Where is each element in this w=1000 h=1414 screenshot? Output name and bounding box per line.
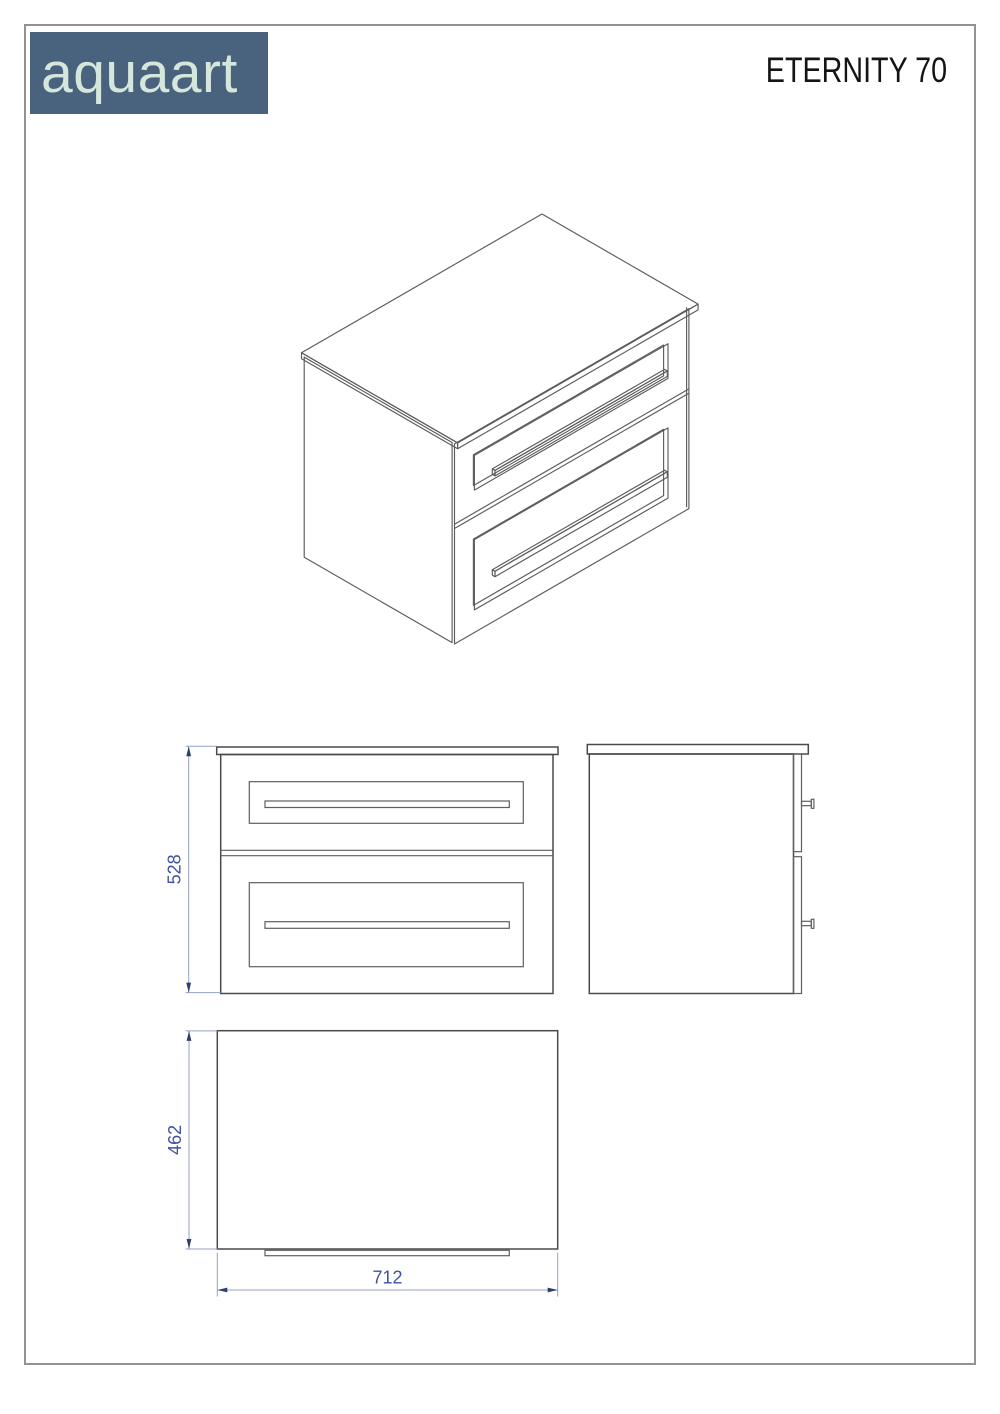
width-arrow-right	[548, 1288, 558, 1293]
top-countertop-outline	[217, 1031, 557, 1249]
side-handle1-stem	[802, 801, 812, 805]
depth-arrow-bottom	[187, 1239, 192, 1249]
height-dimension-label: 528	[164, 854, 185, 885]
logo-text: aquaart	[41, 41, 238, 105]
height-arrow-top	[186, 746, 191, 756]
iso-cabinet-side-panel	[304, 357, 452, 642]
width-dimension	[217, 1253, 557, 1297]
width-dimension-label: 712	[372, 1267, 403, 1288]
depth-dimension-label: 462	[165, 1124, 185, 1155]
front-drawer1-panel	[249, 782, 523, 824]
front-drawer1-handle	[265, 801, 509, 808]
iso-drawer1-panel-recess	[473, 345, 663, 486]
iso-drawer2-panel-outer	[474, 428, 668, 610]
depth-dimension	[165, 1031, 217, 1249]
side-handle2-stem	[802, 921, 812, 925]
front-countertop	[217, 747, 558, 755]
iso-countertop-top-face	[302, 214, 699, 443]
iso-drawer2-handle-top	[492, 470, 667, 571]
plan-view	[217, 1031, 557, 1256]
iso-drawer1-handle-top	[492, 369, 667, 470]
front-cabinet-body	[221, 755, 553, 994]
side-handle2-grip	[811, 919, 814, 928]
iso-drawer-divider-upper	[455, 389, 689, 524]
front-drawer2-handle	[265, 922, 509, 929]
height-arrow-bottom	[186, 983, 191, 993]
iso-drawer2-handle-front	[495, 472, 667, 577]
height-dimension	[165, 746, 221, 992]
side-drawer2-front	[794, 857, 802, 994]
front-elevation-view	[217, 747, 558, 994]
isometric-view	[302, 214, 699, 644]
side-drawer1-front	[794, 754, 802, 852]
depth-extension-lines	[186, 1031, 218, 1249]
height-extension-lines	[186, 746, 221, 992]
width-arrow-left	[217, 1288, 227, 1293]
top-handle-strip	[265, 1250, 509, 1255]
side-elevation-view	[587, 745, 814, 994]
iso-drawer2-handle-end	[492, 570, 495, 577]
side-cabinet-body	[589, 754, 793, 994]
iso-drawer1-handle-end	[492, 469, 495, 476]
side-countertop	[587, 745, 808, 755]
depth-arrow-top	[187, 1031, 192, 1041]
front-drawer2-panel	[249, 883, 523, 967]
page-title: ETERNITY 70	[765, 51, 947, 90]
iso-drawer-divider-lower	[455, 393, 689, 528]
front-drawer-divider	[221, 850, 553, 855]
side-handle1-grip	[811, 799, 814, 808]
